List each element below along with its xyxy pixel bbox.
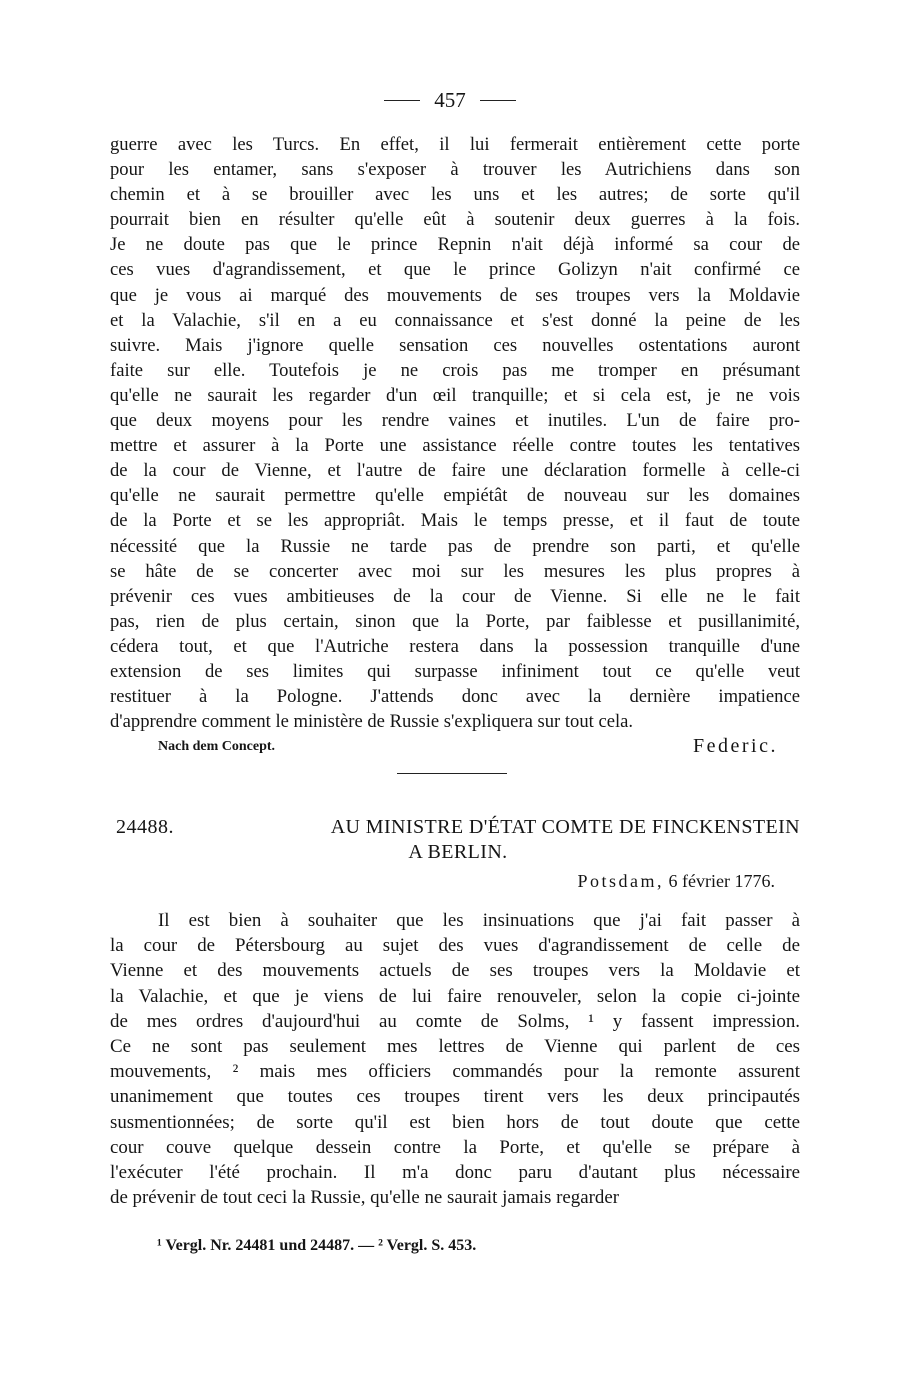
text-line: mouvements, ² mais mes officiers commandés pour la remonte assurent [110,1061,800,1083]
text-line: Il est bien à souhaiter que les insinuations que j'ai fait passer à [158,910,800,931]
text-line: cédera tout, et que l'Autriche restera dans la possession tranquille d'une [110,635,800,657]
text-line: Ce ne sont pas seulement mes lettres de Vienne qui parlent de ces [110,1035,800,1057]
text-line: restituer à la Pologne. J'attends donc avec la dernière impatience [110,686,800,708]
text-line: cour couve quelque dessein contre la Porte, et qu'elle se prépare à [110,1136,800,1158]
text-line: prévenir ces vues ambitieuses de la cour de Vienne. Si elle ne le fait [110,585,800,607]
signature-row [158,735,778,761]
text-line: de la Porte et se les appropriât. Mais le temps presse, et il faut de toute [110,510,800,532]
text-line: mettre et assurer à la Porte une assistance réelle contre toutes les tentatives [110,435,800,457]
document-title: AU MINISTRE D'ÉTAT COMTE DE FINCKENSTEIN [330,816,800,838]
date-text: 6 février 1776. [668,871,775,891]
text-line: ces vues d'agrandissement, et que le prince Golizyn n'ait confirmé ce [110,259,800,281]
date-place: Potsdam, [577,871,665,891]
document-number: 24488. [116,816,174,838]
page-header [0,88,900,113]
text-line: de la cour de Vienne, et l'autre de faire une déclaration formelle à celle-ci [110,460,800,482]
text-line: pour les entamer, sans s'exposer à trouver les Autrichiens dans son [110,159,800,181]
text-line: nécessité que la Russie ne tarde pas de prendre son parti, et qu'elle [110,535,800,557]
text-line: que je vous ai marqué des mouvements de ses troupes vers la Moldavie [110,284,800,306]
text-line: de mes ordres d'aujourd'hui au comte de Solms, ¹ y fassent impression. [110,1010,800,1032]
page-number: 457 [434,88,466,112]
text-line: pourrait bien en résulter qu'elle eût à soutenir deux guerres à la fois. [110,209,800,231]
text-line: extension de ses limites qui surpasse infiniment tout ce qu'elle veut [110,660,800,682]
source-note: Nach dem Concept. [158,739,276,754]
section-divider [397,773,507,774]
dateline [578,871,775,892]
text-line: suivre. Mais j'ignore quelle sensation ces nouvelles ostentations auront [110,334,800,356]
signature: Federic. [693,735,778,757]
letter-continuation-text [110,132,800,734]
text-line: et la Valachie, s'il en a eu connaissance et s'est donné la peine de les [110,309,800,331]
text-line: guerre avec les Turcs. En effet, il lui fermerait entièrement cette porte [110,134,800,155]
text-line: qu'elle ne saurait permettre qu'elle empiétât de nouveau sur les domaines [110,485,800,507]
text-line: qu'elle ne saurait les regarder d'un œil tranquille; et si cela est, je ne vois [110,384,800,406]
document-title-line2: A BERLIN. [408,841,508,863]
text-line: Vienne et des mouvements actuels de ses troupes vers la Moldavie et [110,960,800,982]
text-line: Je ne doute pas que le prince Repnin n'ait déjà informé sa cour de [110,234,800,256]
text-line: de prévenir de tout ceci la Russie, qu'elle ne saurait jamais regarder [110,1187,620,1209]
document-heading-line1 [116,815,800,840]
text-line: la Valachie, et que je viens de lui faire renouveler, selon la copie ci-jointe [110,985,800,1007]
text-line: pas, rien de plus certain, sinon que la Porte, par faiblesse et pusillanimité, [110,610,800,632]
text-line: faite sur elle. Toutefois je ne crois pas me tromper en présumant [110,359,800,381]
text-line: unanimement que toutes ces troupes tirent vers les deux principautés [110,1086,800,1108]
text-line: l'exécuter l'été prochain. Il m'a donc paru d'autant plus nécessaire [110,1161,800,1183]
letter-body-text [110,908,800,1210]
text-line: la cour de Pétersbourg au sujet des vues d'agrandissement de celle de [110,935,800,957]
header-dash-left [384,100,420,101]
text-line: chemin et à se brouiller avec les uns et les autres; de sorte qu'il [110,184,800,206]
document-heading [116,815,800,865]
text-line: susmentionnées; de sorte qu'il est bien hors de tout doute que cette [110,1111,800,1133]
text-line: que deux moyens pour les rendre vaines et inutiles. L'un de faire pro- [110,410,800,432]
text-line: se hâte de se concerter avec moi sur les mesures les plus propres à [110,560,800,582]
header-dash-right [480,100,516,101]
text-line: d'apprendre comment le ministère de Russie s'expliquera sur tout cela. [110,711,634,733]
footnotes: ¹ Vergl. Nr. 24481 und 24487. — ² Vergl. S. 453. [157,1237,477,1254]
